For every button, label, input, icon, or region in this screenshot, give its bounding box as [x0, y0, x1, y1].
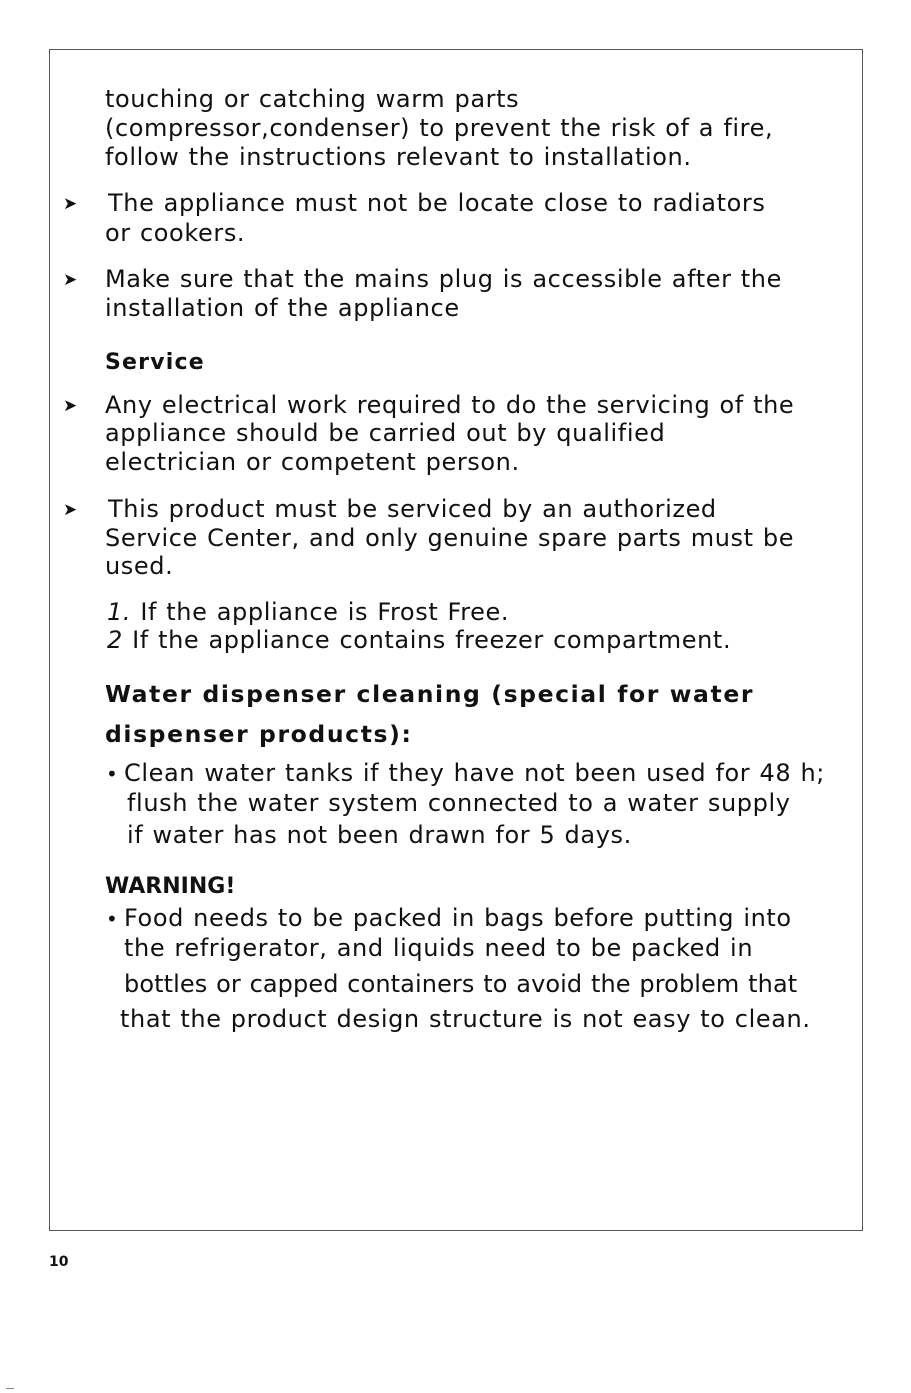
water-heading-line-1: Water dispenser cleaning (special for water — [105, 680, 755, 708]
dot-bullet-icon: • — [106, 762, 118, 786]
bullet-mains-plug-line-1: Make sure that the mains plug is accessible after the — [105, 265, 782, 293]
service-heading: Service — [105, 350, 205, 375]
footnote-2 — [107, 625, 731, 655]
arrow-bullet-icon: ➤ — [63, 396, 78, 416]
water-bullet-line-3: if water has not been drawn for 5 days. — [127, 821, 632, 849]
intro-line-2: (compressor,condenser) to prevent the risk of a fire, — [105, 114, 774, 142]
intro-line-1: touching or catching warm parts — [105, 85, 520, 113]
water-heading-line-2: dispenser products): — [105, 720, 413, 748]
bullet-radiators-line-1: The appliance must not be locate close to radiators — [108, 189, 766, 217]
warning-bullet-line-1: Food needs to be packed in bags before putting into — [124, 904, 792, 932]
footnote-1 — [107, 597, 509, 627]
dot-bullet-icon: • — [106, 907, 118, 931]
bullet-electrical-line-2: appliance should be carried out by qualified — [105, 419, 666, 447]
warning-heading: WARNING! — [105, 874, 236, 899]
water-bullet-line-2: flush the water system connected to a water supply — [127, 789, 791, 817]
page-number: 10 — [49, 1254, 69, 1270]
warning-bullet-line-3: bottles or capped containers to avoid the problem that — [124, 970, 798, 998]
arrow-bullet-icon: ➤ — [63, 194, 78, 214]
water-bullet-line-1: Clean water tanks if they have not been used for 48 h; — [124, 759, 825, 787]
footnote-2-number: 2 — [107, 626, 123, 654]
bullet-mains-plug-line-2: installation of the appliance — [105, 294, 460, 322]
arrow-bullet-icon: ➤ — [63, 270, 78, 290]
arrow-bullet-icon: ➤ — [63, 500, 78, 520]
bullet-electrical-line-3: electrician or competent person. — [105, 448, 520, 476]
bullet-service-center-line-1: This product must be serviced by an authorized — [108, 495, 717, 523]
scan-mark — [6, 1388, 14, 1389]
bullet-service-center-line-3: used. — [105, 552, 174, 580]
footnote-2-text: If the appliance contains freezer compartment. — [132, 626, 732, 654]
warning-bullet-line-2: the refrigerator, and liquids need to be packed in — [124, 934, 754, 962]
footnote-1-text: If the appliance is Frost Free. — [140, 598, 510, 626]
footnote-1-number: 1. — [107, 598, 132, 626]
intro-line-3: follow the instructions relevant to installation. — [105, 143, 692, 171]
bullet-service-center-line-2: Service Center, and only genuine spare parts must be — [105, 524, 795, 552]
bullet-electrical-line-1: Any electrical work required to do the servicing of the — [105, 391, 795, 419]
warning-bullet-line-4: that the product design structure is not easy to clean. — [120, 1005, 811, 1033]
bullet-radiators-line-2: or cookers. — [105, 219, 246, 247]
